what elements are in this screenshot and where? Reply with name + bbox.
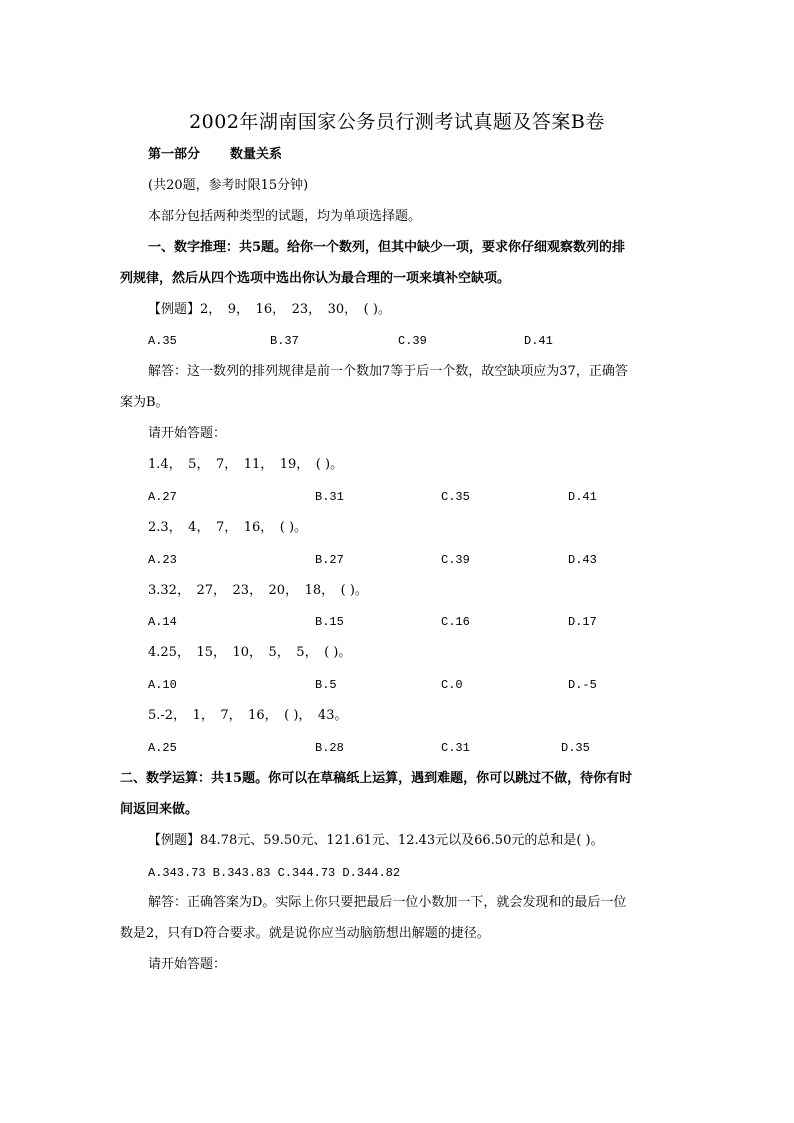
part-number: 第一部分	[148, 147, 201, 162]
q1-option-d: D.41	[568, 490, 597, 504]
q4-option-d: D.-5	[568, 678, 597, 692]
section2-example-question: 【例题】84.78元、59.50元、121.61元、12.43元以及66.50元的总和是( )。	[148, 833, 604, 848]
q2-option-c: C.39	[441, 553, 470, 567]
example-option-d: D.41	[524, 334, 553, 348]
question-5: 5.-2， 1， 7， 16， ( )， 43。	[148, 708, 348, 723]
start-prompt-1: 请开始答题：	[148, 426, 227, 441]
q3-option-c: C.16	[441, 615, 470, 629]
example-answer-line2: 案为B。	[120, 395, 169, 410]
q5-option-c: C.31	[441, 741, 470, 755]
section2-example-options: A.343.73 B.343.83 C.344.73 D.344.82	[148, 866, 401, 880]
question-4: 4.25， 15， 10， 5， 5， ( )。	[148, 645, 352, 660]
q4-option-b: B.5	[315, 678, 337, 692]
section2-answer-line1: 解答：正确答案为D。实际上你只要把最后一位小数加一下，就会发现和的最后一位	[148, 895, 627, 910]
document-title: 2002年湖南国家公务员行测考试真题及答案B卷	[189, 111, 605, 133]
section1-heading-line1: 一、数字推理：共5题。给你一个数列，但其中缺少一项，要求你仔细观察数列的排	[148, 240, 626, 255]
section1-heading-line2: 列规律，然后从四个选项中选出你认为最合理的一项来填补空缺项。	[120, 271, 511, 286]
intro-text: 本部分包括两种类型的试题，均为单项选择题。	[148, 209, 422, 224]
example-option-b: B.37	[270, 334, 299, 348]
q2-option-d: D.43	[568, 553, 597, 567]
q5-option-a: A.25	[148, 741, 177, 755]
section2-heading-line2: 间返回来做。	[120, 802, 199, 817]
example-answer-line1: 解答：这一数列的排列规律是前一个数加7等于后一个数，故空缺项应为37，正确答	[148, 364, 628, 379]
example-option-c: C.39	[398, 334, 427, 348]
q2-option-b: B.27	[315, 553, 344, 567]
part-heading	[148, 146, 282, 164]
q1-option-b: B.31	[315, 490, 344, 504]
example-question: 【例题】2， 9， 16， 23， 30， ( )。	[148, 302, 391, 317]
q5-option-b: B.28	[315, 741, 344, 755]
q1-option-c: C.35	[441, 490, 470, 504]
q3-option-b: B.15	[315, 615, 344, 629]
q4-option-c: C.0	[441, 678, 463, 692]
section2-answer-line2: 数是2，只有D符合要求。就是说你应当动脑筋想出解题的捷径。	[120, 926, 490, 941]
q3-option-d: D.17	[568, 615, 597, 629]
section2-heading-line1: 二、数学运算：共15题。你可以在草稿纸上运算，遇到难题，你可以跳过不做，待你有时	[120, 771, 633, 786]
q5-option-d: D.35	[561, 741, 590, 755]
q1-option-a: A.27	[148, 490, 177, 504]
example-option-a: A.35	[148, 334, 177, 348]
question-1: 1.4， 5， 7， 11， 19， ( )。	[148, 457, 344, 472]
part-note: (共20题，参考时限15分钟)	[148, 178, 309, 193]
q2-option-a: A.23	[148, 553, 177, 567]
q4-option-a: A.10	[148, 678, 177, 692]
q3-option-a: A.14	[148, 615, 177, 629]
question-3: 3.32， 27， 23， 20， 18， ( )。	[148, 583, 368, 598]
part-name: 数量关系	[230, 147, 283, 162]
question-2: 2.3， 4， 7， 16， ( )。	[148, 520, 308, 535]
start-prompt-2: 请开始答题：	[148, 957, 227, 972]
